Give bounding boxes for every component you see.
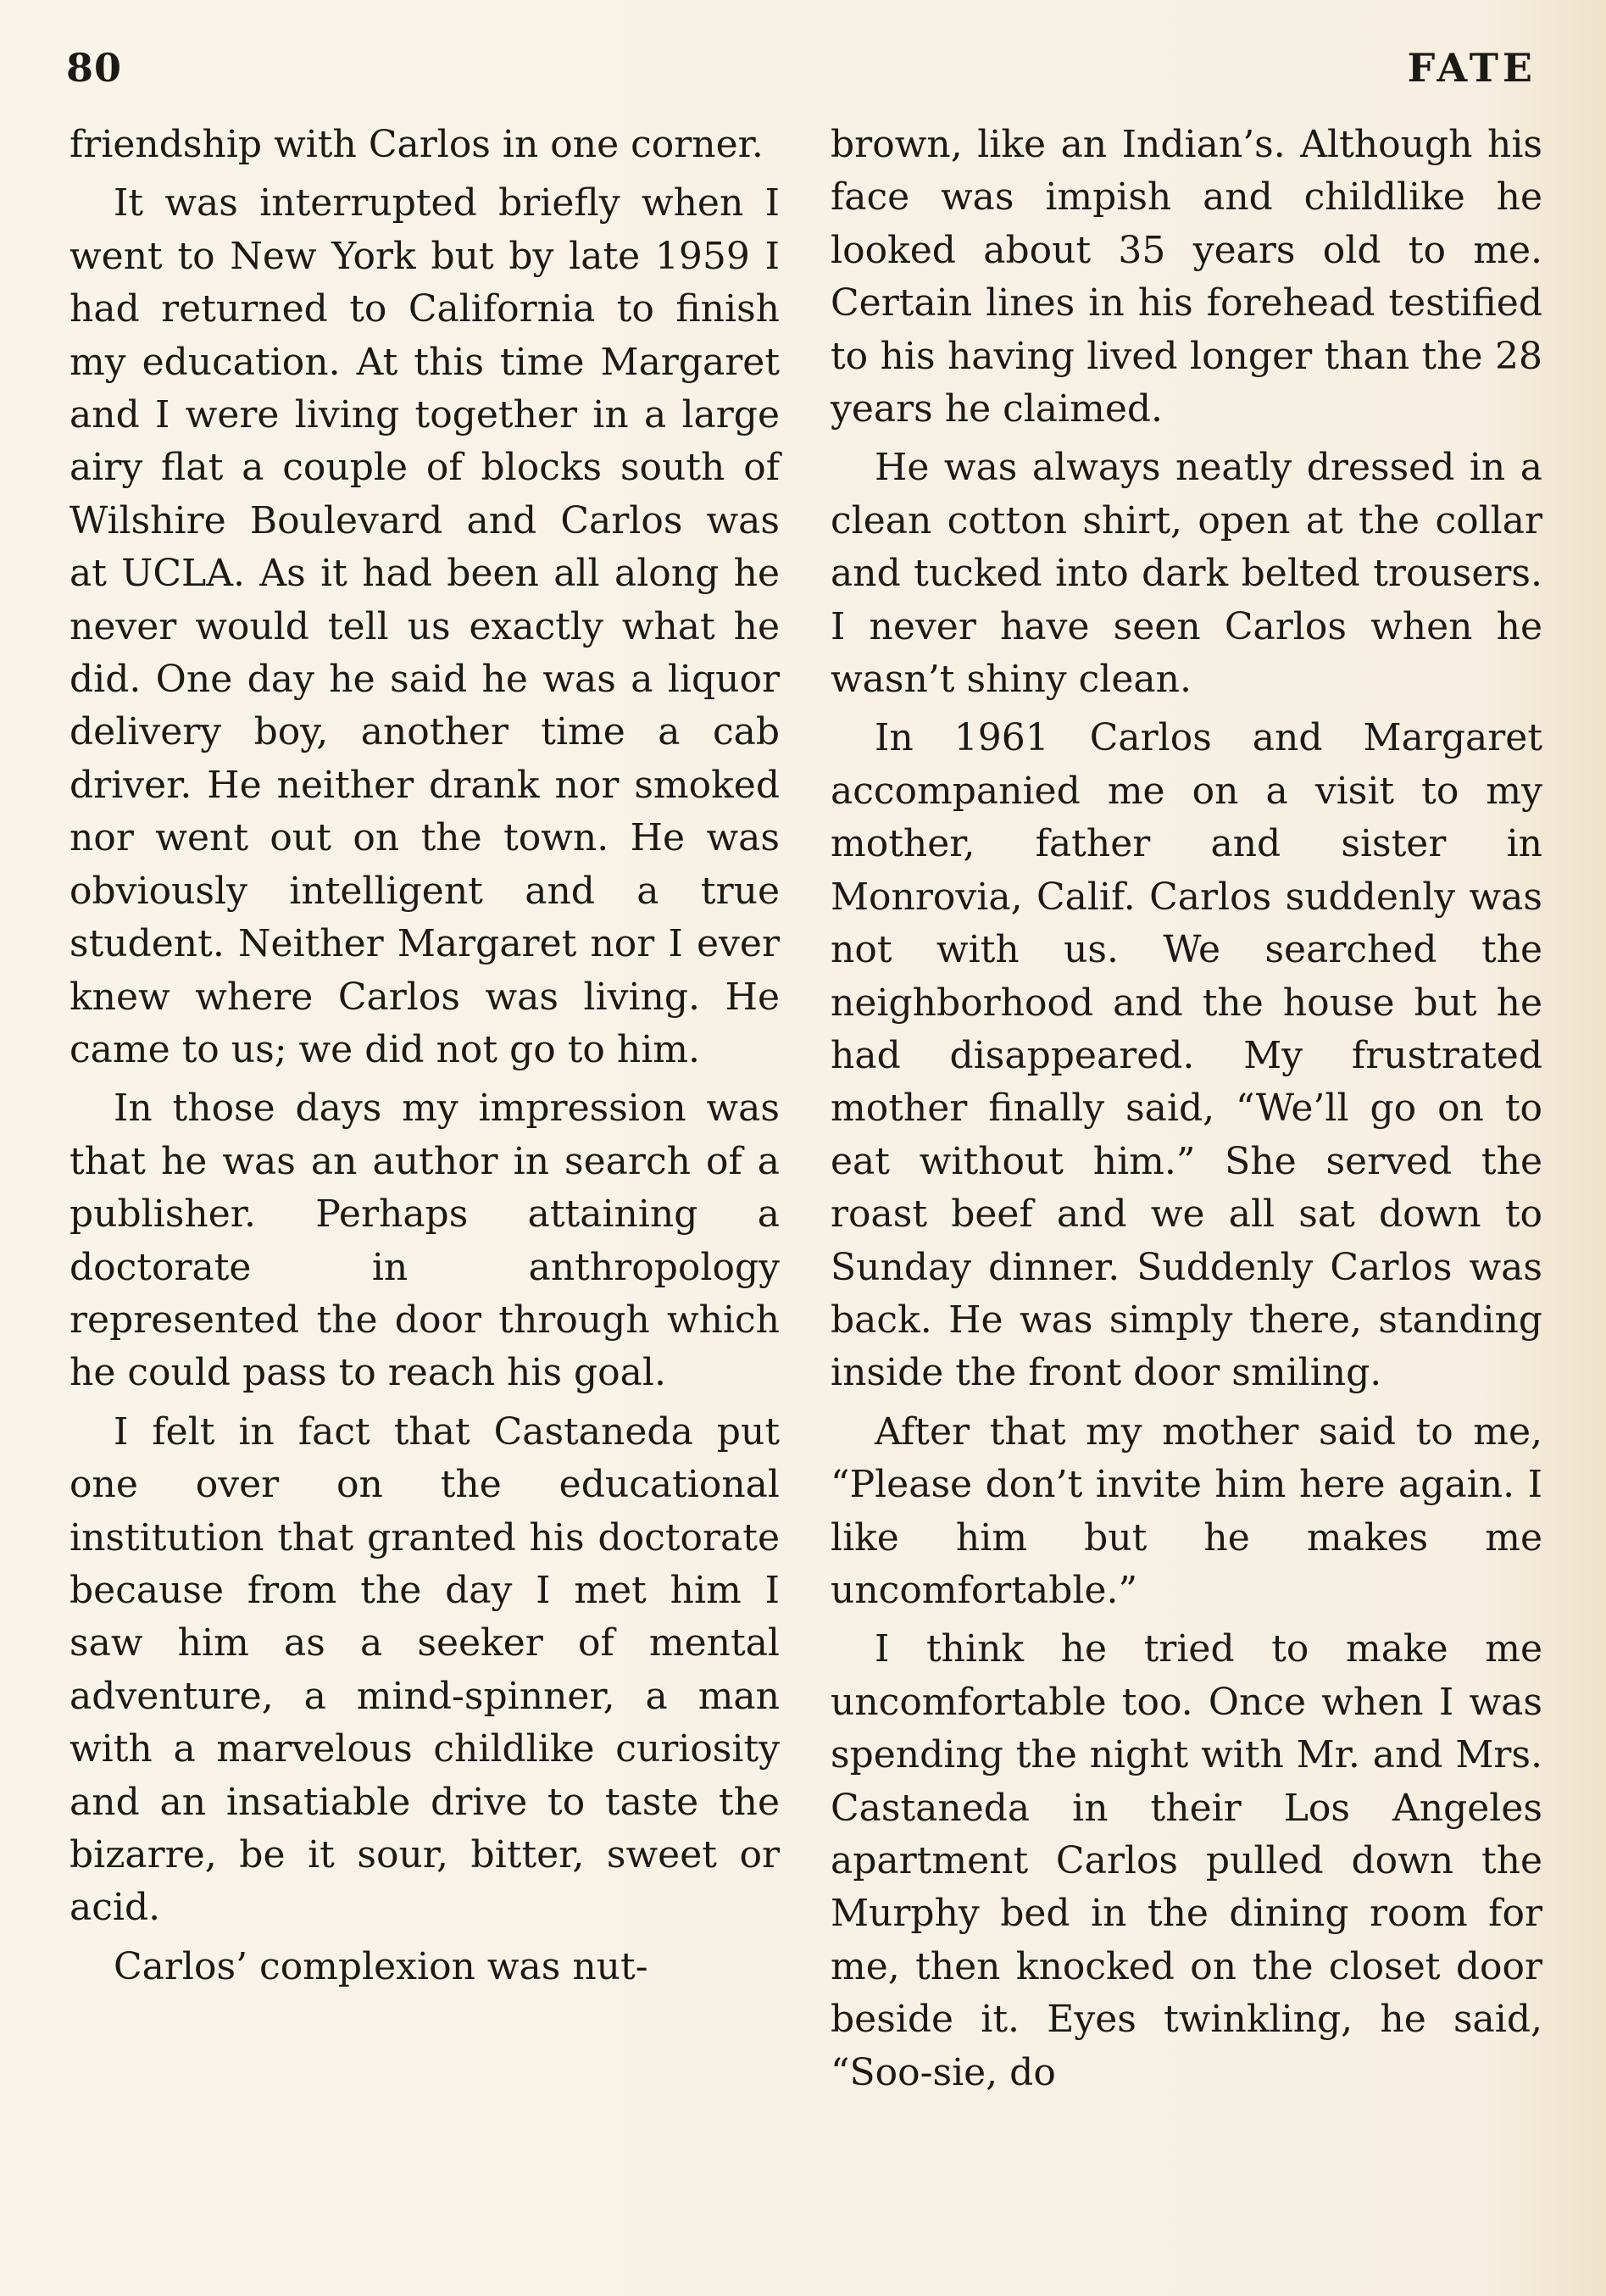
paragraph: It was interrupted briefly when I went to New York but by late 1959 I had returned to California to finish my education. At this time Margaret and I were living together in a large airy flat a couple of blocks south of Wilshire Boulevard and Carlos was at UCLA. As it had been all along he never would tell us exactly what he did. One day he said he was a liquor delivery boy, another time a cab driver. He neither drank nor smoked nor went out on the town. He was obviously intelligent and a true student. Neither Margaret nor I ever knew where Carlos was living. He came to us; we did not go to him. xyxy=(69,181,780,1071)
paragraph: He was always neatly dressed in a clean cotton shirt, open at the collar and tucked into dark belted trousers. I never have seen Carlos when he wasn’t shiny clean. xyxy=(831,446,1542,702)
paragraph: Carlos’ complexion was nut- xyxy=(114,1944,648,1988)
running-head: FATE xyxy=(1407,45,1537,91)
right-column xyxy=(831,119,1542,2105)
left-column xyxy=(69,119,780,1999)
paragraph: brown, like an Indian’s. Although his face was impish and childlike he looked about 35 years old to me. Certain lines in his forehead testified to his having lived longer than the 28 years he claimed. xyxy=(831,123,1542,431)
page-number: 80 xyxy=(66,45,123,91)
paragraph: In those days my impression was that he was an author in search of a publisher. Perhaps attaining a doctorate in anthropology represented the door through which he could pass to reach his goal. xyxy=(69,1087,780,1395)
paragraph: friendship with Carlos in one corner. xyxy=(69,123,764,166)
paragraph: In 1961 Carlos and Margaret accompanied me on a visit to my mother, father and sister in Monrovia, Calif. Carlos suddenly was not with us. We searched the neighborhood and the house but he had disappeared. My frustrated mother finally said, “We’ll go on to eat without him.” She served the roast beef and we all sat down to Sunday dinner. Suddenly Carlos was back. He was simply there, standing inside the front door smiling. xyxy=(831,716,1542,1395)
paragraph: I think he tried to make me uncomfortable too. Once when I was spending the night with Mr. and Mrs. Castaneda in their Los Angeles apartment Carlos pulled down the Murphy bed in the dining room for me, then knocked on the closet door beside it. Eyes twinkling, he said, “Soo-sie, do xyxy=(831,1627,1542,2094)
paragraph: I felt in fact that Castaneda put one over on the educational institution that granted his doctorate because from the day I met him I saw him as a seeker of mental adventure, a mind-spinner, a man with a marvelous childlike curiosity and an insatiable drive to taste the bizarre, be it sour, bitter, sweet or acid. xyxy=(69,1409,780,1930)
paragraph: After that my mother said to me, “Please don’t invite him here again. I like him but he makes me uncomfortable.” xyxy=(831,1409,1542,1612)
